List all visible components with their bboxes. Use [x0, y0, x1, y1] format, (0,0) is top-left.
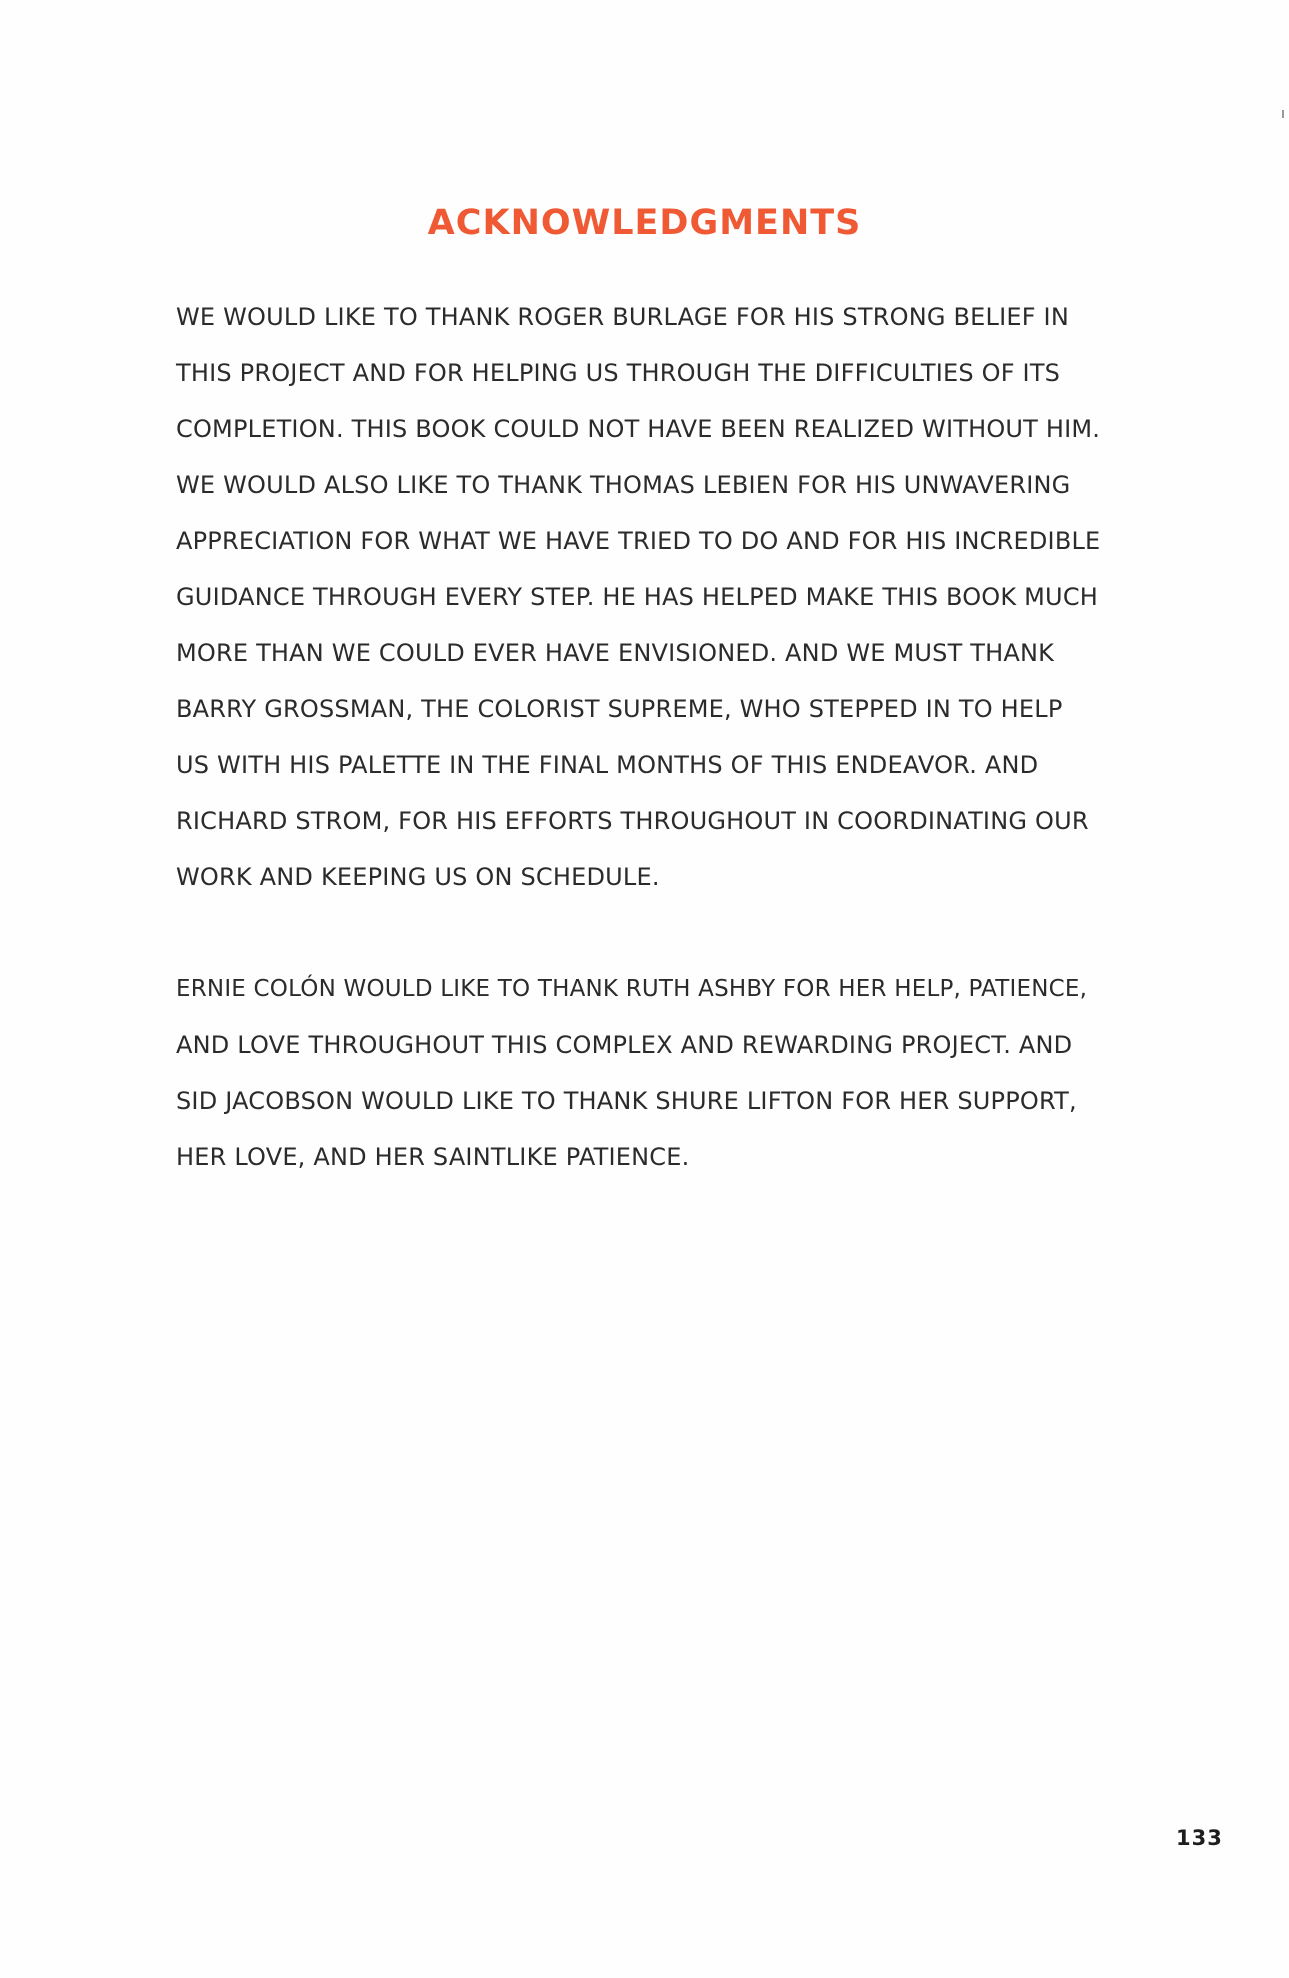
text-line: COMPLETION. THIS BOOK COULD NOT HAVE BEEN REALIZED WITHOUT HIM.	[176, 415, 1101, 443]
acknowledgment-paragraph-2	[176, 961, 1106, 1185]
text-line: ERNIE COLÓN WOULD LIKE TO THANK RUTH ASHBY FOR HER HELP, PATIENCE,	[176, 976, 1088, 1002]
text-line: THIS PROJECT AND FOR HELPING US THROUGH THE DIFFICULTIES OF ITS	[176, 359, 1061, 387]
text-line: HER LOVE, AND HER SAINTLIKE PATIENCE.	[176, 1143, 690, 1171]
text-line: SID JACOBSON WOULD LIKE TO THANK SHURE LIFTON FOR HER SUPPORT,	[176, 1087, 1077, 1115]
acknowledgment-paragraph-1	[176, 289, 1106, 905]
text-line: WORK AND KEEPING US ON SCHEDULE.	[176, 863, 660, 891]
page-title: ACKNOWLEDGMENTS	[427, 203, 862, 244]
text-line: WE WOULD ALSO LIKE TO THANK THOMAS LEBIEN FOR HIS UNWAVERING	[176, 471, 1071, 499]
text-line: APPRECIATION FOR WHAT WE HAVE TRIED TO DO AND FOR HIS INCREDIBLE	[176, 527, 1101, 555]
text-line: WE WOULD LIKE TO THANK ROGER BURLAGE FOR HIS STRONG BELIEF IN	[176, 303, 1069, 331]
page-number: 133	[1176, 1826, 1223, 1850]
page-edge-mark	[1282, 110, 1284, 118]
text-line: MORE THAN WE COULD EVER HAVE ENVISIONED. AND WE MUST THANK	[176, 639, 1055, 667]
text-line: US WITH HIS PALETTE IN THE FINAL MONTHS OF THIS ENDEAVOR. AND	[176, 751, 1039, 779]
text-line: RICHARD STROM, FOR HIS EFFORTS THROUGHOUT IN COORDINATING OUR	[176, 807, 1089, 835]
text-line: BARRY GROSSMAN, THE COLORIST SUPREME, WHO STEPPED IN TO HELP	[176, 695, 1063, 723]
text-line: AND LOVE THROUGHOUT THIS COMPLEX AND REWARDING PROJECT. AND	[176, 1031, 1073, 1059]
text-line: GUIDANCE THROUGH EVERY STEP. HE HAS HELPED MAKE THIS BOOK MUCH	[176, 583, 1099, 611]
